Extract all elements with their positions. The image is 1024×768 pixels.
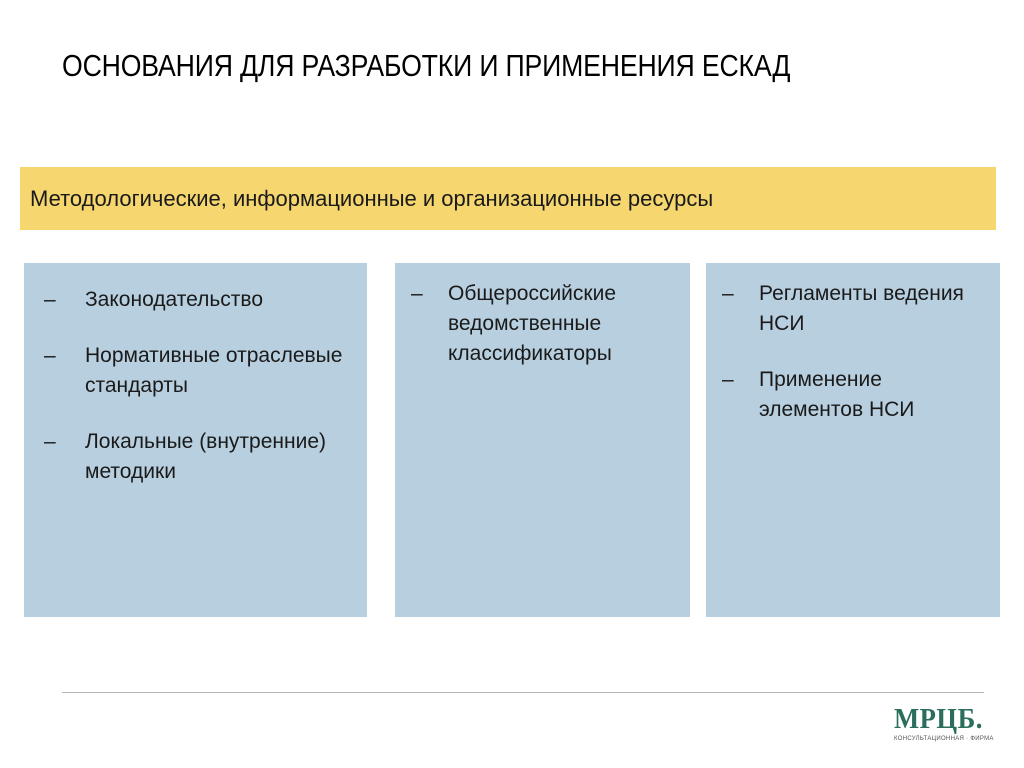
list-item xyxy=(24,341,353,401)
slide-title: ОСНОВАНИЯ ДЛЯ РАЗРАБОТКИ И ПРИМЕНЕНИЯ ЕСКАД xyxy=(62,48,791,83)
resources-banner xyxy=(20,167,996,230)
list-item xyxy=(706,279,986,339)
list-item-text: Общероссийские ведомственные классификаторы xyxy=(448,282,616,365)
list-item xyxy=(24,285,353,315)
list-item xyxy=(706,365,986,425)
list-item-text: Нормативные отраслевые стандарты xyxy=(85,344,343,397)
list-item xyxy=(395,279,676,369)
logo-wordmark: МРЦБ. xyxy=(894,703,983,735)
list-item-text: Регламенты ведения НСИ xyxy=(759,282,964,335)
banner-text: Методологические, информационные и организационные ресурсы xyxy=(30,185,714,211)
list-item-text: Законодательство xyxy=(85,288,264,311)
footer-divider xyxy=(62,692,984,693)
column-legislation xyxy=(24,263,367,617)
list-item-text: Применение элементов НСИ xyxy=(759,368,915,421)
company-logo xyxy=(894,703,994,742)
list-item xyxy=(24,427,353,487)
bullet-list xyxy=(24,285,353,487)
dash-bullet-icon: – xyxy=(44,344,56,367)
dash-bullet-icon: – xyxy=(722,282,734,305)
dash-bullet-icon: – xyxy=(44,430,56,453)
bullet-list xyxy=(706,279,986,425)
list-item-text: Локальные (внутренние) методики xyxy=(85,430,327,483)
column-classifiers xyxy=(395,263,690,617)
logo-tagline: КОНСУЛЬТАЦИОННАЯ · ФИРМА xyxy=(894,736,994,742)
dash-bullet-icon: – xyxy=(722,368,734,391)
column-regulations xyxy=(706,263,1000,617)
dash-bullet-icon: – xyxy=(411,282,423,305)
bullet-list xyxy=(395,279,676,369)
dash-bullet-icon: – xyxy=(44,288,56,311)
